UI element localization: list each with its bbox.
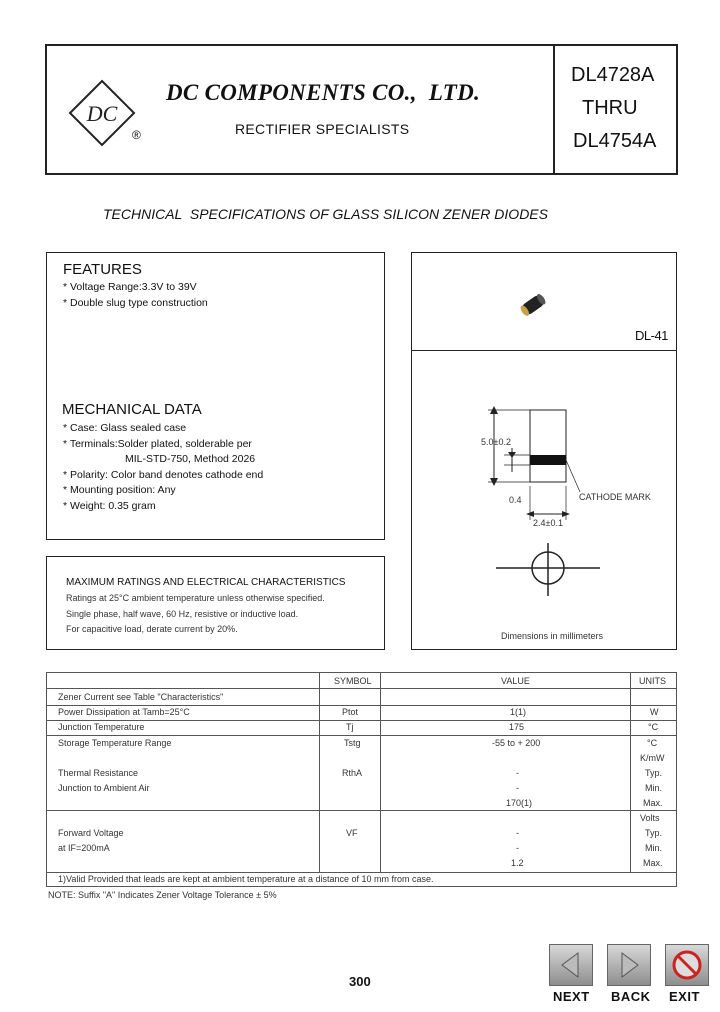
table-footnote: 1)Valid Provided that leads are kept at ambient temperature at a distance of 10 mm from case.: [58, 874, 434, 884]
ratings-line: Single phase, half wave, 60 Hz, resistive or inductive load.: [66, 608, 299, 619]
exit-button[interactable]: [665, 944, 709, 986]
forward-value: -: [516, 843, 519, 853]
thermal-unit: Typ.: [645, 768, 663, 778]
table-header-symbol: SYMBOL: [334, 676, 372, 686]
forward-symbol: VF: [346, 828, 358, 838]
table-row-symbol: Ptot: [342, 707, 359, 717]
table-row-divider: [46, 720, 677, 721]
table-header-value: VALUE: [501, 676, 530, 686]
thermal-value: -: [516, 768, 519, 778]
forward-unit: Max.: [643, 858, 663, 868]
company-name: DC COMPONENTS CO., LTD.: [166, 80, 481, 105]
dim-length: 5.0±0.2: [481, 437, 511, 447]
table-row-value: 1(1): [510, 707, 527, 717]
table-row-divider: [46, 705, 677, 706]
table-row-divider: [46, 810, 677, 811]
arrow-left-icon: [550, 945, 592, 985]
table-note: NOTE: Suffix "A" Indicates Zener Voltage Tolerance ± 5%: [48, 890, 277, 900]
table-row-divider: [46, 688, 677, 689]
registered-mark: ®: [132, 128, 141, 142]
next-button[interactable]: [549, 944, 593, 986]
table-col-divider: [630, 672, 631, 872]
table-row-symbol: Tstg: [344, 738, 361, 748]
page-number: 300: [349, 974, 371, 989]
part-thru: THRU: [582, 97, 638, 119]
dim-band: 0.4: [509, 495, 522, 505]
thermal-unit: Min.: [645, 783, 663, 793]
forward-param-2: at IF=200mA: [58, 843, 110, 853]
table-header-units: UNITS: [639, 676, 666, 686]
no-entry-icon: [666, 945, 708, 985]
forward-unit: Min.: [645, 843, 663, 853]
table-row-value: -55 to + 200: [492, 738, 541, 748]
ratings-notes: [66, 591, 325, 638]
next-label[interactable]: NEXT: [553, 989, 590, 1004]
table-col-divider: [319, 672, 320, 872]
forward-value: 1.2: [511, 858, 524, 868]
company-logo: [68, 79, 138, 149]
part-to: DL4754A: [573, 130, 657, 152]
features-heading: FEATURES: [63, 261, 142, 278]
mechanical-list: [63, 421, 263, 514]
thermal-param: Thermal Resistance: [58, 768, 139, 778]
logo-letters: DC: [86, 101, 118, 126]
thermal-unit: Max.: [643, 798, 663, 808]
table-row-units: W: [650, 707, 659, 717]
dimensions-note: Dimensions in millimeters: [501, 631, 604, 641]
ratings-line: Ratings at 25°C ambient temperature unless otherwise specified.: [66, 593, 325, 603]
table-row-divider: [46, 735, 677, 736]
part-from: DL4728A: [571, 64, 655, 86]
header-divider: [553, 44, 555, 175]
ratings-heading: MAXIMUM RATINGS AND ELECTRICAL CHARACTERISTICS: [66, 577, 346, 588]
dim-diameter: 2.4±0.1: [533, 518, 563, 528]
thermal-param-2: Junction to Ambient Air: [58, 783, 150, 793]
mechanical-item: * Mounting position: Any: [63, 484, 176, 496]
cathode-label: CATHODE MARK: [579, 492, 651, 502]
forward-unit: Typ.: [645, 828, 663, 838]
table-row-value: 175: [509, 722, 525, 732]
ratings-line: For capacitive load, derate current by 20%.: [66, 624, 238, 634]
table-row-units: °C: [648, 722, 659, 732]
company-tagline: RECTIFIER SPECIALISTS: [235, 121, 410, 137]
table-row-param: Zener Current see Table "Characteristics": [58, 692, 224, 702]
mechanical-item: * Polarity: Color band denotes cathode end: [63, 468, 264, 481]
mechanical-item: * Weight: 0.35 gram: [63, 499, 156, 512]
forward-param: Forward Voltage: [58, 828, 124, 838]
package-drawing: [460, 400, 660, 610]
back-label[interactable]: BACK: [611, 989, 651, 1004]
package-photo: [508, 292, 558, 318]
package-name: DL-41: [635, 328, 668, 343]
table-row-divider: [46, 872, 677, 873]
table-row-param: Storage Temperature Range: [58, 738, 172, 748]
mechanical-item: MIL-STD-750, Method 2026: [125, 453, 256, 465]
thermal-value: 170(1): [506, 798, 533, 808]
thermal-unit: K/mW: [640, 753, 665, 763]
mechanical-item: * Terminals:Solder plated, solderable per: [63, 437, 252, 450]
feature-item: * Voltage Range:3.3V to 39V: [63, 281, 197, 293]
mechanical-heading: MECHANICAL DATA: [62, 401, 202, 418]
table-col-divider: [380, 672, 381, 872]
back-button[interactable]: [607, 944, 651, 986]
forward-value: -: [516, 828, 519, 838]
features-list: [63, 280, 208, 311]
arrow-right-icon: [608, 945, 650, 985]
exit-label[interactable]: EXIT: [669, 989, 700, 1004]
mechanical-item: * Case: Glass sealed case: [63, 422, 187, 434]
thermal-symbol: RthA: [342, 768, 363, 778]
thermal-value: -: [516, 783, 519, 793]
forward-unit: Volts: [640, 813, 660, 823]
table-row-param: Junction Temperature: [58, 722, 145, 732]
feature-item: * Double slug type construction: [63, 296, 208, 309]
table-row-units: °C: [647, 738, 658, 748]
package-divider: [411, 350, 677, 351]
table-row-symbol: Tj: [346, 722, 354, 732]
table-row-param: Power Dissipation at Tamb=25°C: [58, 707, 190, 717]
document-title: TECHNICAL SPECIFICATIONS OF GLASS SILICON ZENER DIODES: [103, 206, 548, 222]
